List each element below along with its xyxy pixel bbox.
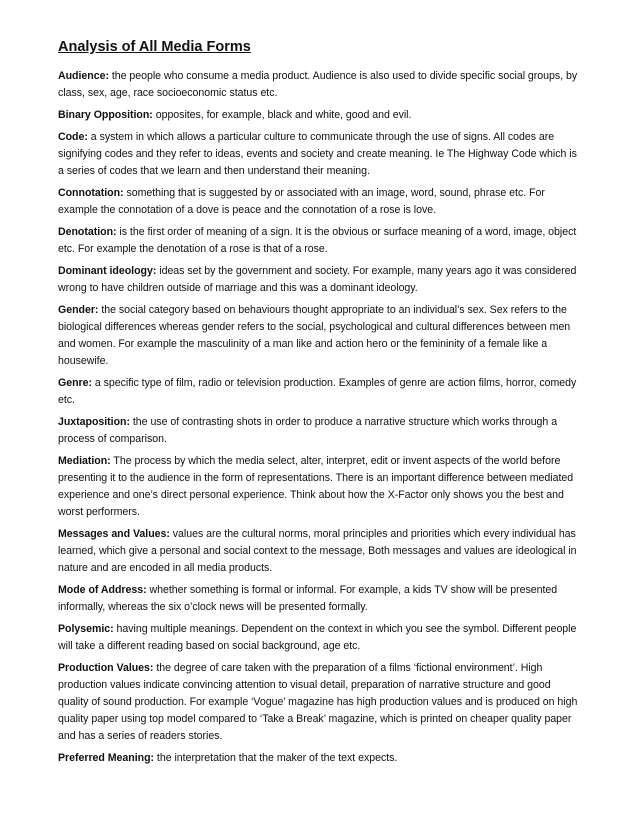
glossary-definition: the interpretation that the maker of the text expects.	[154, 752, 398, 764]
glossary-definition: something that is suggested by or associated with an image, word, sound, phrase etc. For example the connotation of a dove is peace and the connotation of a rose is love.	[58, 187, 545, 216]
glossary-entry-messages-and-values	[58, 526, 580, 577]
glossary-definition: The process by which the media select, alter, interpret, edit or invent aspects of the world before presenting it to the audience in the form of representations. There is an important difference between mediated experience and one’s direct personal experience. Think about how the X-Factor only shows you the best and worst performers.	[58, 455, 574, 518]
glossary-term: Polysemic:	[58, 623, 114, 635]
glossary-entry-polysemic	[58, 621, 580, 655]
glossary-definition: having multiple meanings. Dependent on the context in which you see the symbol. Different people will take a different reading based on social background, age etc.	[58, 623, 577, 652]
glossary-definition: the social category based on behaviours thought appropriate to an individual’s sex. Sex refers to the biological differences whereas gender refers to the social, psychological and cultural differences between men and women. For example the masculinity of a man like and action hero or the femininity of a female like a housewife.	[58, 304, 571, 367]
glossary-definition: is the first order of meaning of a sign. It is the obvious or surface meaning of a word, image, object etc. For example the denotation of a rose is that of a rose.	[58, 226, 577, 255]
glossary-term: Audience:	[58, 70, 109, 82]
glossary-entry-production-values	[58, 660, 580, 745]
glossary-term: Binary Opposition:	[58, 109, 153, 121]
glossary-entry-genre	[58, 375, 580, 409]
glossary-entry-code	[58, 129, 580, 180]
glossary-term: Gender:	[58, 304, 99, 316]
glossary-definition: a specific type of film, radio or television production. Examples of genre are action films, horror, comedy etc.	[58, 377, 577, 406]
glossary-entry-mediation	[58, 453, 580, 521]
glossary-term: Genre:	[58, 377, 92, 389]
glossary-definition: the people who consume a media product. Audience is also used to divide specific social groups, by class, sex, age, race socioeconomic status etc.	[58, 70, 578, 99]
document-title: Analysis of All Media Forms	[58, 39, 251, 55]
glossary-definition: the use of contrasting shots in order to produce a narrative structure which works through a process of comparison.	[58, 416, 558, 445]
glossary-term: Juxtaposition:	[58, 416, 130, 428]
glossary-entry-denotation	[58, 224, 580, 258]
glossary-entry-binary-opposition	[58, 107, 580, 124]
glossary-definition: values are the cultural norms, moral principles and priorities which every individual has learned, which give a personal and social context to the message, Both messages and values are ideological in nature and are encoded in all media products.	[58, 528, 577, 574]
glossary-entry-preferred-meaning	[58, 750, 580, 767]
glossary-term: Connotation:	[58, 187, 124, 199]
glossary-term: Dominant ideology:	[58, 265, 157, 277]
glossary-term: Mode of Address:	[58, 584, 147, 596]
glossary-entry-dominant-ideology	[58, 263, 580, 297]
glossary-term: Preferred Meaning:	[58, 752, 155, 764]
glossary-entry-audience	[58, 68, 580, 102]
glossary-definition: ideas set by the government and society. For example, many years ago it was considered wrong to have children outside of marriage and this was a dominant ideology.	[58, 265, 577, 294]
glossary-term: Messages and Values:	[58, 528, 170, 540]
glossary-term: Denotation:	[58, 226, 117, 238]
glossary-entry-gender	[58, 302, 580, 370]
glossary-term: Mediation:	[58, 455, 111, 467]
glossary-entry-juxtaposition	[58, 414, 580, 448]
glossary-definition: whether something is formal or informal. For example, a kids TV show will be presented informally, whereas the six o’clock news will be presented formally.	[58, 584, 558, 613]
glossary-entry-mode-of-address	[58, 582, 580, 616]
glossary-definition: opposites, for example, black and white, good and evil.	[152, 109, 412, 121]
glossary-definition: the degree of care taken with the preparation of a films ‘fictional environment’. High production values indicate convincing attention to visual detail, preparation of narrative structure and good quality of sound production. For example ‘Vogue’ magazine has high production values and is produced on high quality paper using top model compared to ‘Take a Break’ magazine, which is printed on cheaper quality paper and has a series of readers stories.	[58, 662, 578, 742]
document-page	[58, 38, 580, 772]
glossary-term: Production Values:	[58, 662, 154, 674]
glossary-entry-connotation	[58, 185, 580, 219]
glossary-definition: a system in which allows a particular culture to communicate through the use of signs. All codes are signifying codes and they refer to ideas, events and society and create meaning. Ie The Highway Code which is a series of codes that we learn and then understand their meaning.	[58, 131, 577, 177]
glossary-term: Code:	[58, 131, 88, 143]
